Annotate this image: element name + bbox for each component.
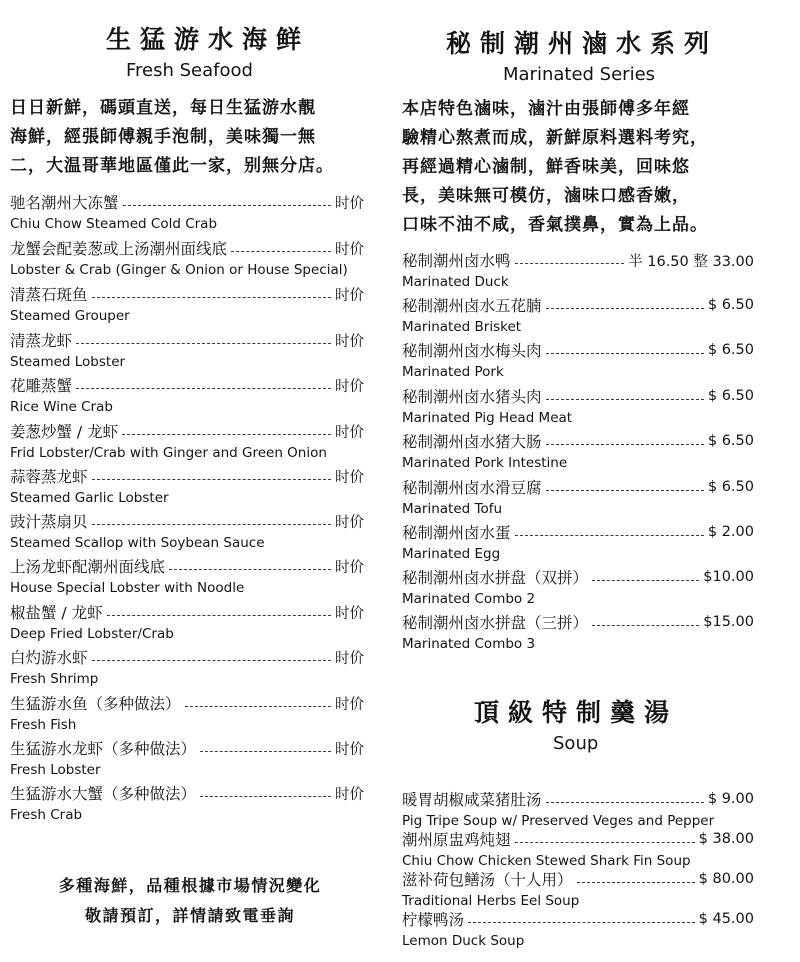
- item-price: $ 9.00: [707, 791, 754, 807]
- item-name-cn: 豉汁蒸扇贝: [10, 513, 88, 531]
- seafood-note-line: 多種海鮮，品種根據市場情況變化: [58, 876, 322, 895]
- soup-title-en: Soup: [553, 733, 599, 754]
- item-name-cn: 驰名潮州大冻蟹: [10, 194, 119, 212]
- item-name-cn: 秘制潮州卤水拼盘（三拼）: [402, 614, 589, 632]
- item-name-cn: 秘制潮州卤水梅头肉: [402, 342, 542, 360]
- dotted-leader: [92, 660, 331, 661]
- dotted-leader: [546, 444, 704, 445]
- item-name-cn: 生猛游水大蟹（多种做法）: [10, 785, 197, 803]
- item-price: $ 45.00: [698, 911, 754, 927]
- item-price: 时价: [335, 559, 364, 576]
- menu-item: [402, 294, 754, 337]
- dotted-leader: [200, 751, 331, 752]
- item-price: 时价: [335, 696, 364, 713]
- item-price: $10.00: [703, 569, 754, 585]
- item-price: $ 6.50: [707, 342, 754, 358]
- item-name-en: Marinated Pork Intestine: [402, 455, 568, 471]
- item-name-cn: 清蒸龙虾: [10, 332, 73, 350]
- item-price: 时价: [335, 786, 364, 803]
- dotted-leader: [92, 297, 331, 298]
- item-price: 时价: [335, 287, 364, 304]
- item-name-cn: 秘制潮州卤水猪大肠: [402, 433, 542, 451]
- menu-item: [10, 374, 364, 417]
- item-price: 时价: [335, 333, 364, 350]
- item-price: 时价: [335, 469, 364, 486]
- menu-item: [10, 737, 364, 780]
- item-name-cn: 上汤龙虾配潮州面线底: [10, 558, 166, 576]
- menu-item: [10, 420, 364, 463]
- menu-item: [402, 430, 754, 473]
- menu-item: [402, 566, 754, 609]
- item-name-cn: 清蒸石斑鱼: [10, 286, 88, 304]
- item-name-en: Marinated Pig Head Meat: [402, 410, 573, 426]
- item-name-en: Chiu Chow Steamed Cold Crab: [10, 216, 218, 232]
- item-name-en: Marinated Pork: [402, 364, 504, 380]
- item-price: $ 6.50: [707, 388, 754, 404]
- seafood-title-en: Fresh Seafood: [126, 60, 253, 81]
- menu-item: [402, 611, 754, 654]
- marinated-intro: [402, 95, 708, 240]
- item-name-en: Steamed Garlic Lobster: [10, 490, 169, 506]
- item-name-en: Steamed Scallop with Soybean Sauce: [10, 535, 265, 551]
- item-name-en: Lobster & Crab (Ginger & Onion or House Special): [10, 262, 348, 278]
- item-name-cn: 生猛游水龙虾（多种做法）: [10, 740, 197, 758]
- dotted-leader: [123, 205, 331, 206]
- item-price: 时价: [335, 241, 364, 258]
- dotted-leader: [122, 434, 331, 435]
- dotted-leader: [107, 615, 331, 616]
- item-price: $ 80.00: [698, 871, 754, 887]
- dotted-leader: [200, 796, 331, 797]
- item-name-en: Traditional Herbs Eel Soup: [402, 893, 580, 909]
- item-name-en: Marinated Combo 2: [402, 591, 536, 607]
- item-price: 时价: [335, 424, 364, 441]
- seafood-intro-line: 海鮮，經張師傅親手泡制，美味獨一無: [10, 127, 316, 147]
- dotted-leader: [231, 251, 331, 252]
- item-name-en: Fresh Lobster: [10, 762, 101, 778]
- dotted-leader: [515, 842, 695, 843]
- dotted-leader: [92, 524, 331, 525]
- item-name-cn: 白灼游水虾: [10, 649, 88, 667]
- seafood-title-cn: 生猛游水海鲜: [106, 25, 311, 54]
- dotted-leader: [92, 479, 331, 480]
- menu-item: [10, 237, 364, 280]
- item-price: $ 6.50: [707, 479, 754, 495]
- item-price: $ 2.00: [707, 524, 754, 540]
- item-price: 时价: [335, 195, 364, 212]
- item-name-en: House Special Lobster with Noodle: [10, 580, 245, 596]
- item-name-cn: 花雕蒸蟹: [10, 377, 73, 395]
- item-price: 时价: [335, 605, 364, 622]
- menu-item: [402, 828, 754, 871]
- seafood-intro-line: 日日新鮮，碼頭直送，每日生猛游水靚: [10, 98, 316, 118]
- item-name-en: Steamed Lobster: [10, 354, 126, 370]
- menu-item: [10, 191, 364, 234]
- seafood-intro: [10, 94, 334, 181]
- marinated-intro-line: 本店特色滷味，滷汁由張師傅多年經: [402, 99, 690, 119]
- item-name-en: Steamed Grouper: [10, 308, 130, 324]
- dotted-leader: [546, 308, 704, 309]
- item-price: 半 16.50 整 33.00: [628, 253, 754, 270]
- menu-item: [402, 339, 754, 382]
- dotted-leader: [546, 399, 704, 400]
- item-name-cn: 蒜蓉蒸龙虾: [10, 468, 88, 486]
- item-price: $15.00: [703, 614, 754, 630]
- marinated-title-cn: 秘制潮州滷水系列: [446, 29, 719, 58]
- menu-item: [10, 601, 364, 644]
- marinated-intro-line: 長，美味無可模仿，滷味口感香嫩，: [402, 186, 690, 206]
- marinated-intro-line: 口味不油不咸，香氣撲鼻，實為上品。: [402, 215, 708, 235]
- item-name-en: Rice Wine Crab: [10, 399, 113, 415]
- item-name-en: Chiu Chow Chicken Stewed Shark Fin Soup: [402, 853, 691, 869]
- marinated-title-en: Marinated Series: [503, 64, 656, 85]
- item-price: $ 6.50: [707, 433, 754, 449]
- dotted-leader: [592, 625, 699, 626]
- seafood-note-line: 敬請預訂，詳情請致電垂詢: [84, 906, 295, 925]
- item-name-cn: 滋补荷包鳝汤（十人用）: [402, 871, 573, 889]
- item-name-cn: 秘制潮州卤水滑豆腐: [402, 479, 542, 497]
- menu-item: [10, 782, 364, 825]
- menu-item: [402, 521, 754, 564]
- menu-item: [10, 283, 364, 326]
- menu-item: [402, 476, 754, 519]
- item-price: 时价: [335, 741, 364, 758]
- menu-item: [402, 249, 754, 292]
- item-name-en: Fresh Shrimp: [10, 671, 99, 687]
- item-name-cn: 椒盐蟹 / 龙虾: [10, 604, 103, 622]
- dotted-leader: [76, 343, 331, 344]
- menu-item: [402, 385, 754, 428]
- item-name-en: Fresh Fish: [10, 717, 77, 733]
- menu-item: [402, 868, 754, 911]
- item-name-en: Frid Lobster/Crab with Ginger and Green Onion: [10, 445, 327, 461]
- seafood-intro-line: 二，大温哥華地區僅此一家，别無分店。: [10, 156, 334, 176]
- menu-item: [10, 465, 364, 508]
- dotted-leader: [515, 535, 704, 536]
- item-name-en: Pig Tripe Soup w/ Preserved Veges and Pepper: [402, 813, 715, 829]
- soup-title-cn: 頂級特制羹湯: [474, 698, 679, 727]
- item-name-en: Deep Fried Lobster/Crab: [10, 626, 174, 642]
- item-name-cn: 生猛游水鱼（多种做法）: [10, 695, 181, 713]
- dotted-leader: [546, 353, 704, 354]
- dotted-leader: [546, 802, 704, 803]
- dotted-leader: [169, 569, 331, 570]
- item-name-en: Marinated Egg: [402, 546, 501, 562]
- seafood-note: [0, 871, 380, 931]
- item-price: 时价: [335, 378, 364, 395]
- dotted-leader: [546, 490, 704, 491]
- item-name-en: Marinated Duck: [402, 274, 509, 290]
- item-name-cn: 秘制潮州卤水拼盘（双拼）: [402, 569, 589, 587]
- marinated-intro-line: 再經過精心滷制，鮮香味美，回味悠: [402, 157, 690, 177]
- item-name-en: Marinated Combo 3: [402, 636, 536, 652]
- item-name-cn: 龙蟹会配姜葱或上汤潮州面线底: [10, 240, 228, 258]
- item-price: 时价: [335, 650, 364, 667]
- marinated-intro-line: 驗精心熬煮而成，新鮮原料選料考究，: [402, 128, 708, 148]
- dotted-leader: [185, 706, 331, 707]
- item-price: 时价: [335, 514, 364, 531]
- dotted-leader: [76, 388, 331, 389]
- item-name-en: Marinated Tofu: [402, 501, 503, 517]
- item-name-cn: 暖胃胡椒咸菜猪肚汤: [402, 791, 542, 809]
- menu-item: [10, 510, 364, 553]
- menu-item: [10, 646, 364, 689]
- item-name-cn: 秘制潮州卤水五花腩: [402, 297, 542, 315]
- menu-item: [402, 908, 754, 951]
- menu-item: [10, 329, 364, 372]
- menu-item: [402, 788, 754, 831]
- dotted-leader: [515, 263, 625, 264]
- dotted-leader: [592, 580, 699, 581]
- item-name-cn: 姜葱炒蟹 / 龙虾: [10, 423, 119, 441]
- dotted-leader: [577, 882, 695, 883]
- item-price: $ 38.00: [698, 831, 754, 847]
- item-name-cn: 秘制潮州卤水鸭: [402, 252, 511, 270]
- item-name-cn: 柠檬鸭汤: [402, 911, 465, 929]
- item-name-cn: 秘制潮州卤水蛋: [402, 524, 511, 542]
- item-name-cn: 潮州原盅鸡炖翅: [402, 831, 511, 849]
- item-price: $ 6.50: [707, 297, 754, 313]
- menu-item: [10, 692, 364, 735]
- item-name-en: Fresh Crab: [10, 807, 83, 823]
- menu-item: [10, 555, 364, 598]
- dotted-leader: [468, 922, 695, 923]
- item-name-cn: 秘制潮州卤水猪头肉: [402, 388, 542, 406]
- item-name-en: Marinated Brisket: [402, 319, 522, 335]
- item-name-en: Lemon Duck Soup: [402, 933, 525, 949]
